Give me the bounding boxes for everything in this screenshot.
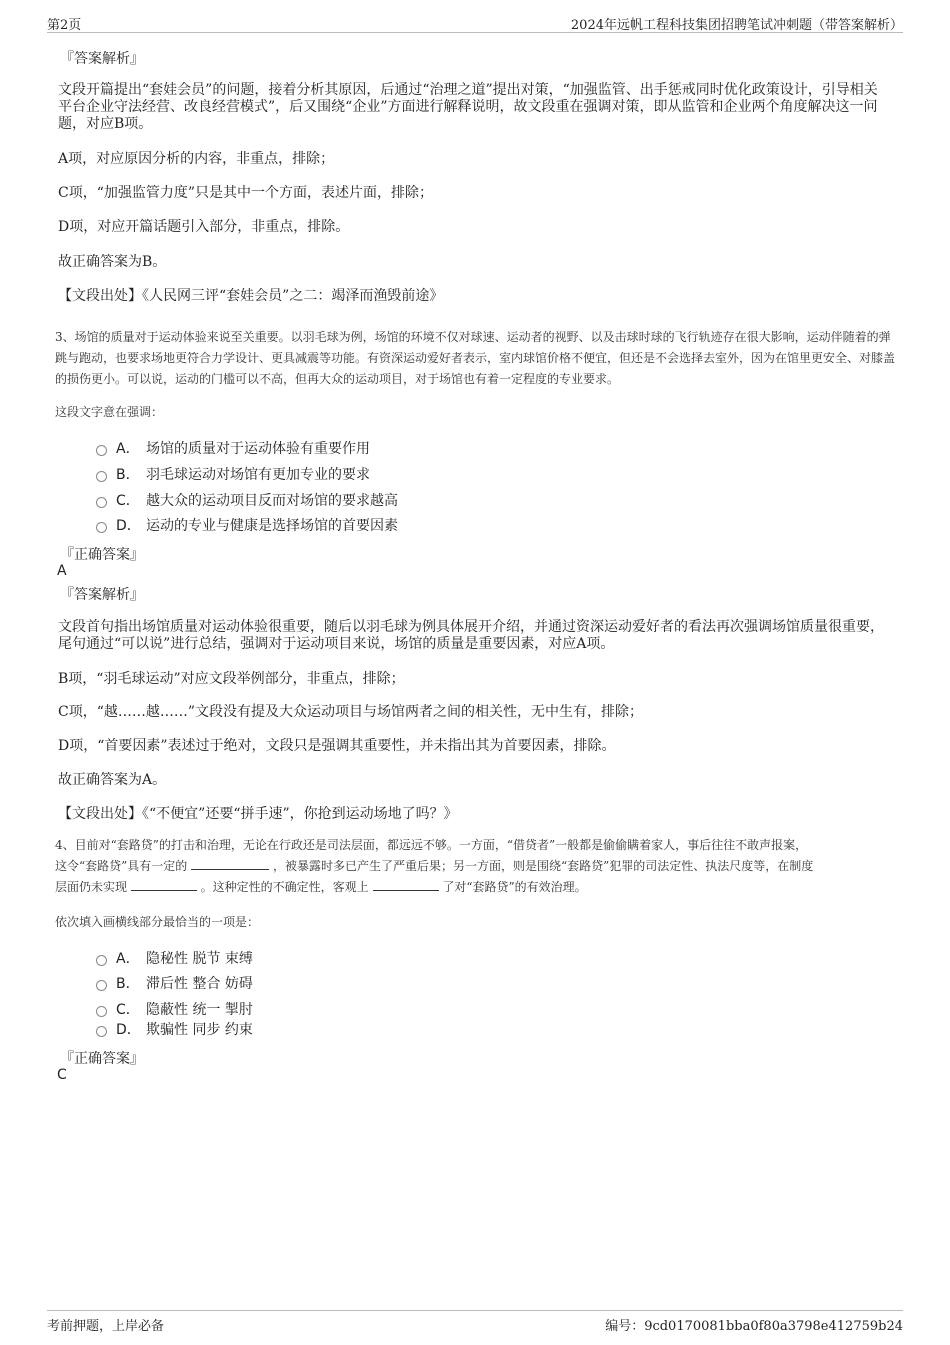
q3-conclusion: 故正确答案为A。	[58, 772, 167, 788]
q3-option-c[interactable]	[96, 490, 398, 510]
radio-icon[interactable]	[96, 522, 107, 533]
q4-stem-text: 这令“套路贷”具有一定的	[55, 859, 188, 873]
option-text: 隐蔽性 统一 掣肘	[146, 1002, 253, 1018]
q4-stem-text: 层面仍未实现	[55, 880, 128, 894]
radio-icon[interactable]	[96, 471, 107, 482]
page-header	[47, 12, 903, 33]
q3-option-d-note: D项，“首要因素”表述过于绝对，文段只是强调其重要性，并未指出其为首要因素，排除。	[58, 738, 616, 754]
fill-blank-2[interactable]	[131, 878, 197, 891]
q2-option-d-note: D项，对应开篇话题引入部分，非重点，排除。	[58, 219, 350, 235]
q3-answer: A	[57, 563, 67, 579]
option-text: 滞后性 整合 妨碍	[146, 976, 253, 992]
q2-conclusion: 故正确答案为B。	[58, 254, 167, 270]
q3-analysis-label: 『答案解析』	[60, 587, 144, 603]
q3-option-d[interactable]	[96, 515, 398, 535]
page-footer	[47, 1310, 903, 1334]
q3-answer-label: 『正确答案』	[60, 547, 144, 563]
q4-stem	[55, 835, 895, 898]
q4-answer-label: 『正确答案』	[60, 1051, 144, 1067]
option-letter: B．	[116, 976, 140, 992]
q2-option-c-note: C项，“加强监管力度”只是其中一个方面，表述片面，排除；	[58, 185, 434, 201]
q2-analysis: 文段开篇提出“套娃会员”的问题，接着分析其原因，后通过“治理之道”提出对策，“加强监管、出手惩戒同时优化政策设计，引导相关平台企业守法经营、改良经营模式”，后又围绕“企业”方面进行解释说明，故文段重在强调对策，即从监管和企业两个角度解决这一问题，对应B项。	[58, 82, 878, 132]
option-letter: D．	[116, 1022, 141, 1038]
q4-option-b[interactable]	[96, 973, 253, 993]
footer-slogan: 考前押题，上岸必备	[47, 1319, 165, 1334]
radio-icon[interactable]	[96, 1026, 107, 1037]
option-letter: C．	[116, 493, 140, 509]
q4-option-a[interactable]	[96, 948, 253, 968]
q4-stem-text: ，被暴露时多已产生了严重后果；另一方面，则是围绕“套路贷”犯罪的司法定性、执法尺度等，在制度	[272, 859, 814, 873]
radio-icon[interactable]	[96, 497, 107, 508]
q4-option-c[interactable]	[96, 999, 253, 1019]
q4-stem-text: 。这种定性的不确定性，客观上	[200, 880, 369, 894]
document-code: 编号：9cd0170081bba0f80a3798e412759b24	[605, 1319, 903, 1334]
q2-option-a-note: A项，对应原因分析的内容，非重点，排除；	[58, 151, 335, 167]
option-letter: C．	[116, 1002, 140, 1018]
q2-source: 【文段出处】《人民网三评“套娃会员”之二：竭泽而渔毁前途》	[58, 288, 444, 304]
radio-icon[interactable]	[96, 445, 107, 456]
q2-analysis-label: 『答案解析』	[60, 51, 144, 67]
q3-option-b[interactable]	[96, 464, 370, 484]
q4-stem-line-3	[55, 877, 895, 898]
q4-option-d[interactable]	[96, 1019, 253, 1039]
q4-stem-text: 了对“套路贷”的有效治理。	[442, 880, 587, 894]
option-text: 场馆的质量对于运动体验有重要作用	[146, 441, 370, 457]
option-text: 运动的专业与健康是选择场馆的首要因素	[146, 518, 398, 534]
fill-blank-3[interactable]	[373, 878, 439, 891]
document-title: 2024年远帆工程科技集团招聘笔试冲刺题（带答案解析）	[570, 18, 903, 33]
fill-blank-1[interactable]	[191, 857, 269, 870]
option-letter: A．	[116, 441, 140, 457]
q3-stem: 3、场馆的质量对于运动体验来说至关重要。以羽毛球为例，场馆的环境不仅对球速、运动者的视野、以及击球时球的飞行轨迹存在很大影响，运动伴随着的弹跳与跑动，也要求场地更符合力学设计、更具减震等功能。有资深运动爱好者表示，室内球馆价格不便宜，但还是不会选择去室外，因为在馆里更安全、对膝盖的损伤更小。可以说，运动的门槛可以不高，但再大众的运动项目，对于场馆也有着一定程度的专业要求。	[55, 330, 896, 386]
radio-icon[interactable]	[96, 1006, 107, 1017]
option-letter: B．	[116, 467, 140, 483]
option-text: 欺骗性 同步 约束	[146, 1022, 253, 1038]
q4-prompt: 依次填入画横线部分最恰当的一项是：	[55, 915, 260, 929]
radio-icon[interactable]	[96, 980, 107, 991]
q3-source: 【文段出处】《“不便宜”还要“拼手速”，你抢到运动场地了吗？》	[58, 806, 458, 822]
q3-analysis: 文段首句指出场馆质量对运动体验很重要，随后以羽毛球为例具体展开介绍，并通过资深运动爱好者的看法再次强调场馆质量很重要，尾句通过“可以说”进行总结，强调对于运动项目来说，场馆的质量是重要因素，对应A项。	[58, 619, 884, 652]
q3-option-b-note: B项，“羽毛球运动”对应文段举例部分，非重点，排除；	[58, 671, 405, 687]
option-letter: D．	[116, 518, 141, 534]
option-text: 隐秘性 脱节 束缚	[146, 951, 253, 967]
q4-stem-line-1: 4、目前对“套路贷”的打击和治理，无论在行政还是司法层面，都远远不够。一方面，“借贷者”一般都是偷偷瞒着家人，事后往往不敢声报案，	[55, 838, 808, 852]
q3-option-a[interactable]	[96, 438, 370, 458]
option-text: 羽毛球运动对场馆有更加专业的要求	[146, 467, 370, 483]
q3-option-c-note: C项，“越……越……”文段没有提及大众运动项目与场馆两者之间的相关性，无中生有，排除；	[58, 704, 644, 720]
option-letter: A．	[116, 951, 140, 967]
option-text: 越大众的运动项目反而对场馆的要求越高	[146, 493, 398, 509]
q4-answer: C	[57, 1067, 67, 1083]
q3-prompt: 这段文字意在强调：	[55, 405, 164, 419]
radio-icon[interactable]	[96, 955, 107, 966]
q4-stem-line-2	[55, 856, 895, 877]
page-number: 第2页	[47, 18, 82, 33]
